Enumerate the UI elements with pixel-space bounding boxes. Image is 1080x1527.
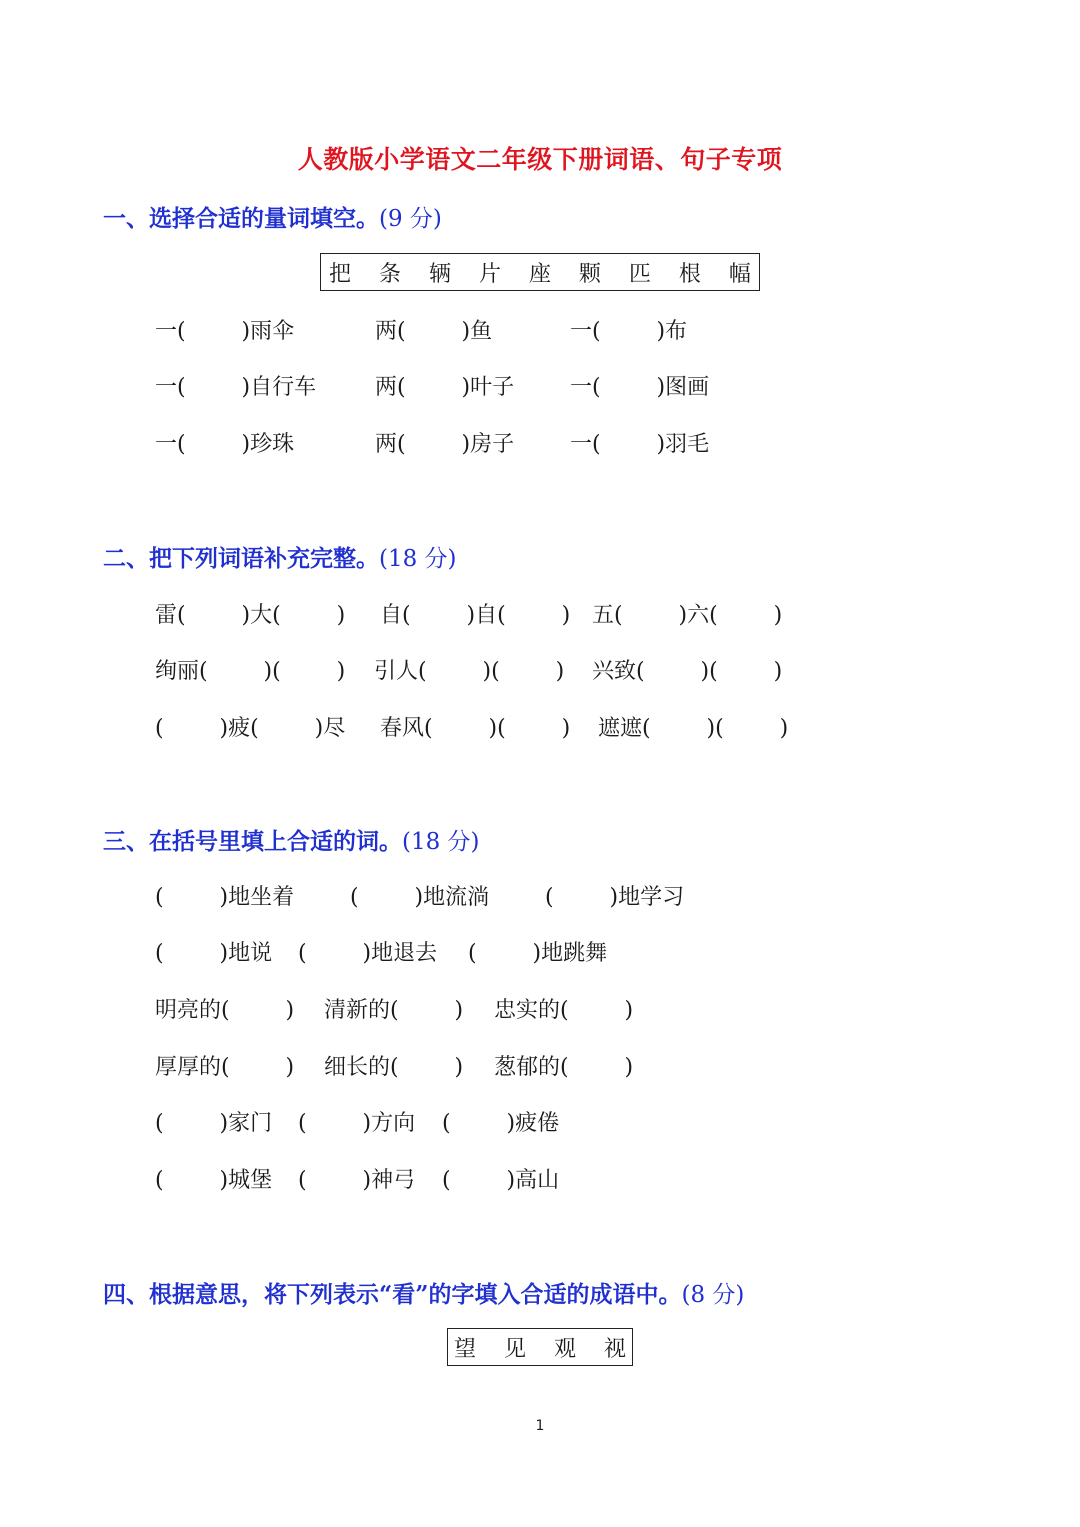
page-number: 1: [535, 1418, 545, 1434]
word-box-item: 幅: [728, 261, 751, 287]
fill-blank-item[interactable]: 明亮的( ): [155, 998, 295, 1023]
exercise-row: [0, 427, 1080, 461]
word-box-item: 匹: [628, 261, 651, 287]
section-4-heading-text: 四、根据意思，将下列表示“看”的字填入合适的成语中。: [103, 1281, 682, 1308]
fill-blank-item[interactable]: ( )家门: [155, 1111, 273, 1136]
fill-blank-item[interactable]: 细长的( ): [324, 1055, 464, 1080]
fill-blank-item[interactable]: ( )方向: [298, 1111, 416, 1136]
fill-blank-item[interactable]: 厚厚的( ): [155, 1055, 295, 1080]
section-1-heading: [103, 200, 442, 233]
exercise-row: [0, 1163, 1080, 1197]
fill-blank-item[interactable]: ( )地学习: [545, 885, 685, 910]
fill-blank-item[interactable]: 引人( )( ): [374, 659, 565, 684]
page-title: 人教版小学语文二年级下册词语、句子专项: [297, 145, 783, 174]
exercise-row: [0, 370, 1080, 404]
fill-blank-item[interactable]: 雷( )大( ): [155, 603, 346, 628]
fill-blank-item[interactable]: 一( )雨伞: [155, 319, 295, 344]
fill-blank-item[interactable]: ( )神弓: [298, 1168, 416, 1193]
section-3-score: (18 分): [402, 829, 480, 855]
fill-blank-item[interactable]: 绚丽( )( ): [155, 659, 346, 684]
section-4-score: (8 分): [681, 1282, 745, 1308]
fill-blank-item[interactable]: 两( )鱼: [375, 319, 493, 344]
section-2-heading-text: 二、把下列词语补充完整。: [103, 545, 379, 572]
fill-blank-item[interactable]: ( )地坐着: [155, 885, 295, 910]
fill-blank-item[interactable]: 一( )图画: [570, 375, 710, 400]
word-box-item: 根: [678, 261, 701, 287]
section-2-heading: [103, 540, 457, 573]
fill-blank-item[interactable]: 两( )叶子: [375, 375, 515, 400]
fill-blank-item[interactable]: 自( )自( ): [380, 603, 571, 628]
exercise-row: [0, 598, 1080, 632]
exercise-row: [0, 936, 1080, 970]
word-box-item: 辆: [428, 261, 451, 287]
word-box-item: 把: [329, 261, 352, 287]
exercise-row: [0, 993, 1080, 1027]
word-box-item: 见: [503, 1336, 526, 1362]
section-3-heading: [103, 823, 480, 856]
word-box-item: 望: [454, 1336, 477, 1362]
exercise-row: [0, 1050, 1080, 1084]
fill-blank-item[interactable]: ( )高山: [442, 1168, 560, 1193]
section-1-heading-text: 一、选择合适的量词填空。: [103, 205, 379, 232]
fill-blank-item[interactable]: 遮遮( )( ): [598, 716, 789, 741]
fill-blank-item[interactable]: ( )疲( )尽: [155, 716, 346, 741]
fill-blank-item[interactable]: 五( )六( ): [592, 603, 783, 628]
section-1-word-box: [320, 253, 760, 291]
fill-blank-item[interactable]: 两( )房子: [375, 432, 515, 457]
exercise-row: [0, 654, 1080, 688]
section-4-word-box: [447, 1328, 633, 1366]
fill-blank-item[interactable]: 春风( )( ): [380, 716, 571, 741]
fill-blank-item[interactable]: ( )疲倦: [442, 1111, 560, 1136]
fill-blank-item[interactable]: 一( )羽毛: [570, 432, 710, 457]
word-box-item: 观: [553, 1336, 576, 1362]
fill-blank-item[interactable]: ( )地说: [155, 941, 273, 966]
fill-blank-item[interactable]: ( )城堡: [155, 1168, 273, 1193]
fill-blank-item[interactable]: ( )地跳舞: [468, 941, 608, 966]
fill-blank-item[interactable]: 兴致( )( ): [592, 659, 783, 684]
word-box-item: 片: [478, 261, 501, 287]
section-3-heading-text: 三、在括号里填上合适的词。: [103, 828, 402, 855]
fill-blank-item[interactable]: ( )地流淌: [350, 885, 490, 910]
section-1-score: (9 分): [379, 206, 442, 232]
word-box-item: 颗: [578, 261, 601, 287]
fill-blank-item[interactable]: 葱郁的( ): [494, 1055, 634, 1080]
fill-blank-item[interactable]: 清新的( ): [324, 998, 464, 1023]
word-box-item: 条: [378, 261, 401, 287]
fill-blank-item[interactable]: ( )地退去: [298, 941, 438, 966]
exercise-row: [0, 711, 1080, 745]
exercise-row: [0, 880, 1080, 914]
fill-blank-item[interactable]: 一( )自行车: [155, 375, 317, 400]
section-2-score: (18 分): [379, 546, 457, 572]
fill-blank-item[interactable]: 一( )珍珠: [155, 432, 295, 457]
exercise-row: [0, 1106, 1080, 1140]
word-box-item: 座: [528, 261, 551, 287]
fill-blank-item[interactable]: 忠实的( ): [494, 998, 634, 1023]
exercise-row: [0, 314, 1080, 348]
word-box-item: 视: [603, 1336, 626, 1362]
section-4-heading: [103, 1276, 744, 1309]
fill-blank-item[interactable]: 一( )布: [570, 319, 688, 344]
